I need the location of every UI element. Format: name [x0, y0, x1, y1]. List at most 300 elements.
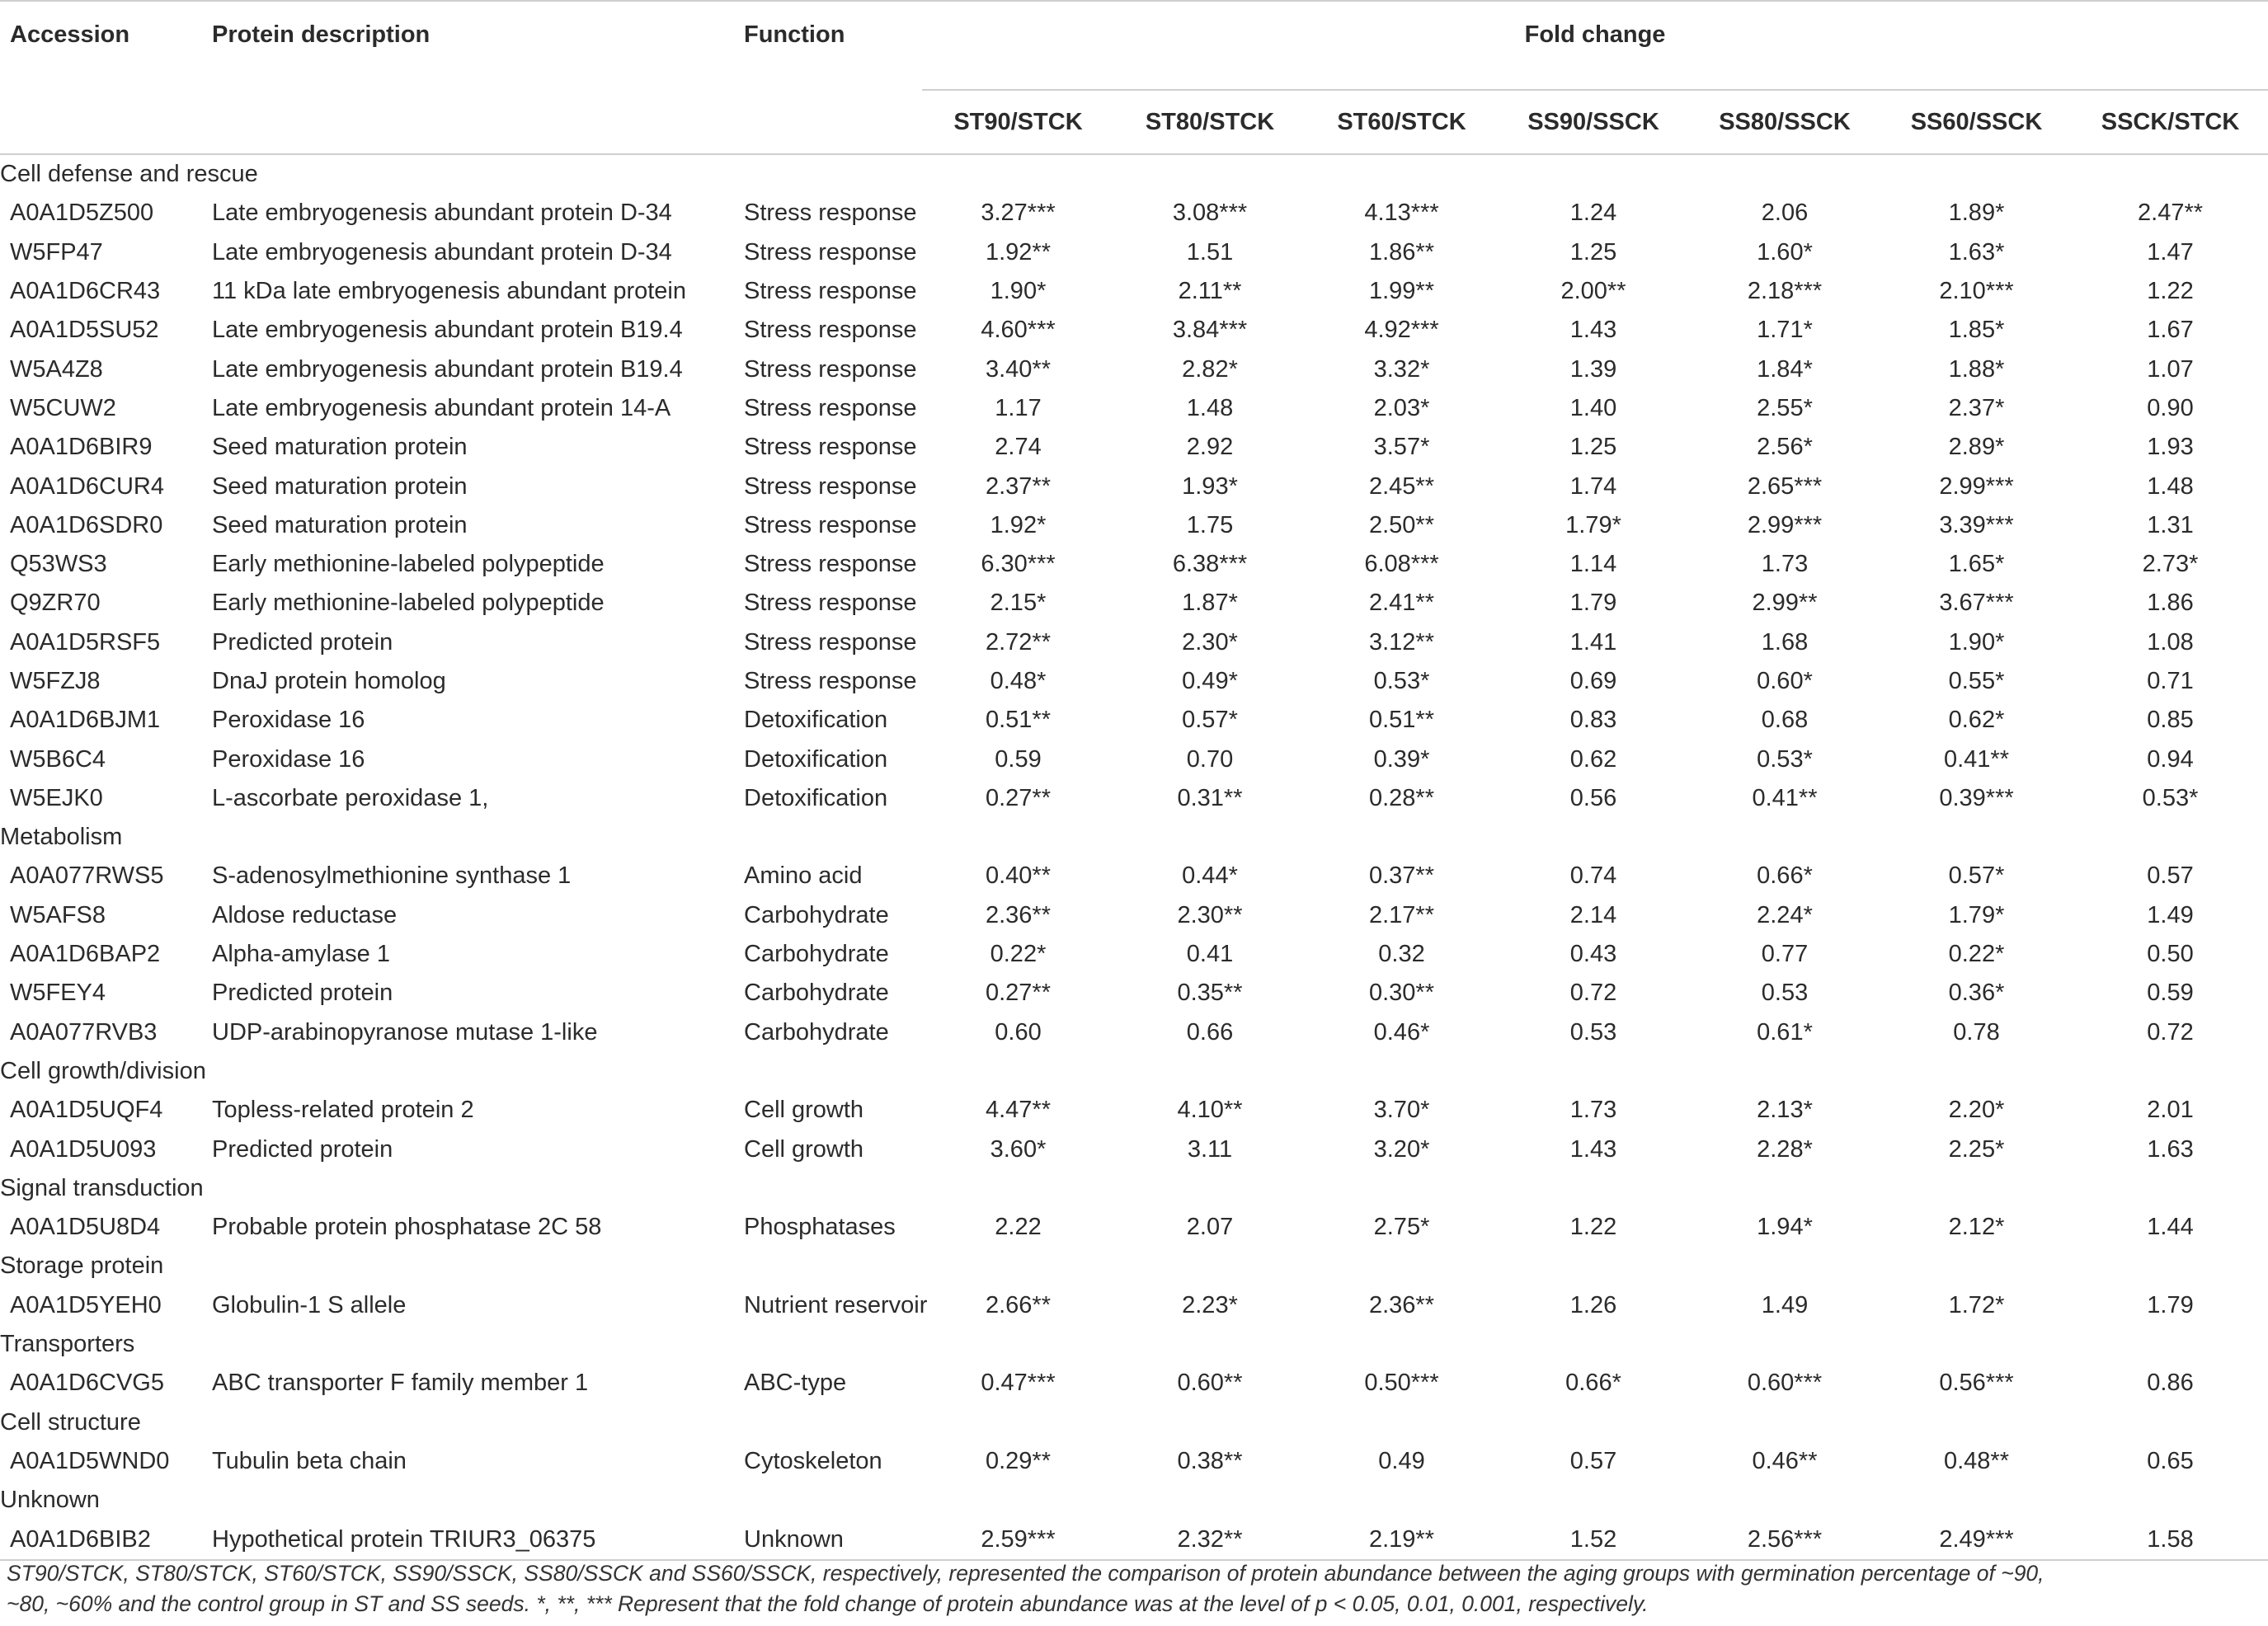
function-cell: Stress response	[744, 238, 917, 266]
category-row	[0, 1052, 2268, 1091]
value-cell: 2.59***	[922, 1520, 1114, 1559]
table-row	[0, 857, 2268, 895]
value-cell: 1.93*	[1182, 472, 1238, 500]
value-cell: 0.94	[2147, 745, 2194, 773]
value-cell: 0.31**	[1177, 784, 1243, 811]
function-cell: Stress response	[744, 394, 917, 421]
accession-cell: W5A4Z8	[10, 355, 103, 383]
value-cell: 0.72	[1569, 980, 1617, 1007]
value-cell: 0.53*	[1373, 668, 1430, 694]
value-cell: 1.71*	[1757, 317, 1813, 344]
value-cell: 1.86**	[1368, 238, 1434, 266]
accession-cell: W5AFS8	[10, 901, 106, 928]
description-cell: Late embryogenesis abundant protein D-34	[212, 238, 672, 266]
accession-cell: A0A077RWS5	[10, 862, 164, 890]
value-cell: 1.73	[1569, 1097, 1617, 1124]
description-cell: Hypothetical protein TRIUR3_06375	[212, 1520, 744, 1559]
value-cell: 0.50	[2147, 941, 2194, 968]
function-cell: Stress response	[744, 511, 917, 538]
function-cell: Carbohydrate	[744, 980, 889, 1007]
value-cell: 0.27**	[985, 980, 1051, 1007]
accession-cell: A0A1D6BIB2	[0, 1520, 212, 1559]
value-cell: 0.53*	[1757, 745, 1813, 773]
function-cell: Stress response	[744, 317, 917, 344]
category-label: Signal transduction	[0, 1174, 204, 1201]
value-cell: 1.43	[1569, 1135, 1617, 1163]
table-row	[0, 1013, 2268, 1052]
description-cell: Peroxidase 16	[212, 707, 365, 734]
value-cell: 1.79*	[1948, 901, 2005, 928]
description-cell: L-ascorbate peroxidase 1,	[212, 784, 489, 811]
value-cell: 1.86	[2147, 590, 2194, 617]
header-description: Protein description	[212, 1, 744, 90]
value-cell: 0.48**	[1943, 1447, 2009, 1474]
value-cell: 1.41	[1569, 628, 1617, 656]
value-cell: 6.08***	[1364, 551, 1439, 578]
header-row	[0, 1, 2268, 90]
value-cell: 0.66	[1186, 1018, 1234, 1046]
accession-cell: Q53WS3	[10, 551, 107, 578]
value-cell: 1.93	[2147, 434, 2194, 461]
description-cell: Seed maturation protein	[212, 472, 468, 500]
value-cell: 2.56***	[1689, 1520, 1880, 1559]
description-cell: Late embryogenesis abundant protein B19.4	[212, 317, 683, 344]
value-cell: 1.90*	[1948, 628, 2005, 656]
value-cell: 1.60*	[1757, 238, 1813, 266]
footnote-line2b: < 0.05, 0.01, 0.001, respectively.	[1327, 1591, 1649, 1616]
value-cell: 0.85	[2147, 707, 2194, 734]
value-cell: 0.53	[1761, 980, 1809, 1007]
value-cell: 0.32	[1378, 941, 1425, 968]
value-cell: 4.47**	[985, 1097, 1051, 1124]
table-body	[0, 154, 2268, 1560]
value-cell: 2.06	[1761, 200, 1809, 227]
col-header: SS60/SSCK	[1880, 90, 2073, 154]
function-cell: Stress response	[744, 355, 917, 383]
description-cell: Late embryogenesis abundant protein 14-A	[212, 394, 671, 421]
value-cell: 0.60***	[1747, 1370, 1823, 1397]
value-cell: 0.50***	[1364, 1370, 1439, 1397]
value-cell: 6.30***	[981, 551, 1056, 578]
category-label: Unknown	[0, 1487, 100, 1514]
accession-cell: A0A1D5WND0	[10, 1447, 170, 1474]
value-cell: 0.62	[1569, 745, 1617, 773]
value-cell: 2.55*	[1757, 394, 1813, 421]
description-cell: Aldose reductase	[212, 901, 398, 928]
table-row	[0, 974, 2268, 1013]
header-function: Function	[744, 1, 922, 90]
description-cell: Alpha-amylase 1	[212, 941, 390, 968]
value-cell: 1.58	[2073, 1520, 2268, 1559]
value-cell: 2.36**	[985, 901, 1051, 928]
accession-cell: A0A1D5U093	[10, 1135, 157, 1163]
table-row	[0, 935, 2268, 974]
category-label: Transporters	[0, 1331, 135, 1358]
table-row	[0, 1208, 2268, 1247]
col-header: ST90/STCK	[922, 90, 1114, 154]
description-cell: Late embryogenesis abundant protein B19.4	[212, 355, 683, 383]
accession-cell: A0A1D5UQF4	[10, 1097, 163, 1124]
value-cell: 1.92**	[985, 238, 1051, 266]
value-cell: 0.44*	[1182, 862, 1238, 890]
value-cell: 2.28*	[1757, 1135, 1813, 1163]
footnote-p: p	[1315, 1591, 1328, 1616]
table-row	[0, 1130, 2268, 1168]
value-cell: 2.17**	[1368, 901, 1434, 928]
value-cell: 1.75	[1186, 511, 1234, 538]
value-cell: 3.12**	[1368, 628, 1434, 656]
value-cell: 0.35**	[1177, 980, 1243, 1007]
table-row	[0, 1364, 2268, 1403]
value-cell: 2.66**	[985, 1291, 1051, 1318]
value-cell: 0.61*	[1757, 1018, 1813, 1046]
accession-cell: A0A1D6BIR9	[10, 434, 153, 461]
value-cell: 2.50**	[1368, 511, 1434, 538]
value-cell: 0.71	[2147, 668, 2194, 694]
accession-cell: A0A1D5YEH0	[10, 1291, 162, 1318]
category-row	[0, 1325, 2268, 1364]
value-cell: 1.89*	[1948, 200, 2005, 227]
value-cell: 0.47***	[981, 1370, 1056, 1397]
value-cell: 1.26	[1569, 1291, 1617, 1318]
value-cell: 1.74	[1569, 472, 1617, 500]
description-cell: Predicted protein	[212, 628, 393, 656]
accession-cell: A0A1D6CR43	[10, 278, 161, 305]
value-cell: 0.49*	[1182, 668, 1238, 694]
value-cell: 0.51**	[985, 707, 1051, 734]
value-cell: 1.65*	[1948, 551, 2005, 578]
col-header: SS80/SSCK	[1689, 90, 1880, 154]
table-row	[0, 779, 2268, 818]
value-cell: 0.49	[1378, 1447, 1425, 1474]
category-row	[0, 154, 2268, 194]
value-cell: 0.72	[2147, 1018, 2194, 1046]
accession-cell: W5CUW2	[10, 394, 116, 421]
value-cell: 2.41**	[1368, 590, 1434, 617]
description-cell: Early methionine-labeled polypeptide	[212, 551, 605, 578]
value-cell: 0.90	[2147, 394, 2194, 421]
description-cell: Seed maturation protein	[212, 434, 468, 461]
function-cell: Unknown	[744, 1520, 922, 1559]
value-cell: 0.60**	[1177, 1370, 1243, 1397]
value-cell: 0.62*	[1948, 707, 2005, 734]
value-cell: 2.56*	[1757, 434, 1813, 461]
value-cell: 3.11	[1187, 1135, 1233, 1163]
function-cell: Stress response	[744, 668, 917, 694]
table-row	[0, 272, 2268, 311]
value-cell: 3.57*	[1373, 434, 1430, 461]
value-cell: 0.41**	[1943, 745, 2009, 773]
value-cell: 1.49	[2147, 901, 2194, 928]
value-cell: 4.10**	[1177, 1097, 1243, 1124]
value-cell: 2.45**	[1368, 472, 1434, 500]
value-cell: 2.89*	[1948, 434, 2005, 461]
value-cell: 0.29**	[985, 1447, 1051, 1474]
value-cell: 1.73	[1761, 551, 1809, 578]
value-cell: 2.99***	[1939, 472, 2014, 500]
table-row	[0, 584, 2268, 623]
footnote-line2a: ~80, ~60% and the control group in ST and SS seeds. *, **, *** Represent that the fold change of protein abundance was at the level of	[7, 1591, 1315, 1616]
description-cell: UDP-arabinopyranose mutase 1-like	[212, 1018, 598, 1046]
function-cell: Cytoskeleton	[744, 1447, 882, 1474]
description-cell: Early methionine-labeled polypeptide	[212, 590, 605, 617]
value-cell: 1.43	[1569, 317, 1617, 344]
value-cell: 2.82*	[1182, 355, 1238, 383]
value-cell: 2.36**	[1368, 1291, 1434, 1318]
accession-cell: W5FP47	[10, 238, 103, 266]
value-cell: 0.40**	[985, 862, 1051, 890]
value-cell: 1.79	[2147, 1291, 2194, 1318]
value-cell: 1.85*	[1948, 317, 2005, 344]
table-row	[0, 467, 2268, 505]
table-row	[0, 194, 2268, 233]
table-row	[0, 1286, 2268, 1325]
accession-cell: W5EJK0	[10, 784, 103, 811]
value-cell: 0.70	[1186, 745, 1234, 773]
value-cell: 1.90*	[990, 278, 1047, 305]
table-row	[0, 233, 2268, 272]
value-cell: 2.12*	[1948, 1214, 2005, 1241]
accession-cell: A0A1D6CVG5	[10, 1370, 164, 1397]
value-cell: 0.68	[1761, 707, 1809, 734]
value-cell: 0.86	[2147, 1370, 2194, 1397]
value-cell: 0.56***	[1939, 1370, 2014, 1397]
value-cell: 1.08	[2147, 628, 2194, 656]
function-cell: Phosphatases	[744, 1214, 896, 1241]
value-cell: 0.74	[1569, 862, 1617, 890]
accession-cell: A0A1D6BAP2	[10, 941, 161, 968]
value-cell: 0.41**	[1752, 784, 1818, 811]
function-cell: Cell growth	[744, 1097, 864, 1124]
value-cell: 1.87*	[1182, 590, 1238, 617]
value-cell: 2.19**	[1306, 1520, 1498, 1559]
table-row	[0, 545, 2268, 584]
function-cell: Stress response	[744, 472, 917, 500]
value-cell: 0.37**	[1368, 862, 1434, 890]
value-cell: 1.25	[1569, 434, 1617, 461]
value-cell: 0.22*	[1948, 941, 2005, 968]
value-cell: 0.66*	[1565, 1370, 1621, 1397]
accession-cell: A0A1D5SU52	[10, 317, 159, 344]
value-cell: 0.77	[1761, 941, 1809, 968]
value-cell: 1.39	[1569, 355, 1617, 383]
value-cell: 0.57*	[1948, 862, 2005, 890]
function-cell: Stress response	[744, 200, 917, 227]
value-cell: 2.10***	[1939, 278, 2014, 305]
category-label: Cell growth/division	[0, 1057, 206, 1084]
accession-cell: A0A1D5Z500	[10, 200, 154, 227]
value-cell: 2.92	[1186, 434, 1234, 461]
value-cell: 0.56	[1569, 784, 1617, 811]
value-cell: 3.32*	[1373, 355, 1430, 383]
table-row	[0, 428, 2268, 467]
value-cell: 1.94*	[1757, 1214, 1813, 1241]
value-cell: 2.15*	[990, 590, 1047, 617]
value-cell: 0.57*	[1182, 707, 1238, 734]
value-cell: 0.30**	[1368, 980, 1434, 1007]
value-cell: 1.17	[995, 394, 1042, 421]
table-row	[0, 350, 2268, 388]
function-cell: ABC-type	[744, 1370, 847, 1397]
value-cell: 0.46*	[1373, 1018, 1430, 1046]
table-row	[0, 740, 2268, 778]
value-cell: 4.13***	[1364, 200, 1439, 227]
category-label: Cell structure	[0, 1408, 141, 1436]
accession-cell: A0A1D6CUR4	[10, 472, 164, 500]
function-cell: Stress response	[744, 434, 917, 461]
value-cell: 1.79	[1569, 590, 1617, 617]
value-cell: 0.55*	[1948, 668, 2005, 694]
table-row	[0, 701, 2268, 740]
value-cell: 3.84***	[1172, 317, 1248, 344]
table-row	[0, 1520, 2268, 1559]
value-cell: 1.47	[2147, 238, 2194, 266]
function-cell: Nutrient reservoir	[744, 1291, 928, 1318]
value-cell: 1.48	[1186, 394, 1234, 421]
value-cell: 1.88*	[1948, 355, 2005, 383]
description-cell: Peroxidase 16	[212, 745, 365, 773]
value-cell: 0.46**	[1752, 1447, 1818, 1474]
value-cell: 0.22*	[990, 941, 1047, 968]
value-cell: 0.28**	[1368, 784, 1434, 811]
function-cell: Stress response	[744, 628, 917, 656]
function-cell: Carbohydrate	[744, 1018, 889, 1046]
value-cell: 2.49***	[1880, 1520, 2073, 1559]
value-cell: 1.24	[1569, 200, 1617, 227]
value-cell: 0.41	[1186, 941, 1234, 968]
category-row	[0, 1169, 2268, 1208]
description-cell: DnaJ protein homolog	[212, 668, 446, 694]
value-cell: 2.00**	[1560, 278, 1626, 305]
value-cell: 0.27**	[985, 784, 1051, 811]
value-cell: 3.27***	[981, 200, 1056, 227]
value-cell: 0.69	[1569, 668, 1617, 694]
value-cell: 2.30**	[1177, 901, 1243, 928]
category-label: Storage protein	[0, 1252, 164, 1280]
value-cell: 2.07	[1186, 1214, 1234, 1241]
value-cell: 0.53	[1569, 1018, 1617, 1046]
category-label: Metabolism	[0, 824, 123, 851]
value-cell: 0.57	[2147, 862, 2194, 890]
value-cell: 2.65***	[1747, 472, 1823, 500]
accession-cell: W5FEY4	[10, 980, 106, 1007]
value-cell: 1.14	[1569, 551, 1617, 578]
value-cell: 2.37**	[985, 472, 1051, 500]
accession-cell: Q9ZR70	[10, 590, 101, 617]
value-cell: 0.36*	[1948, 980, 2005, 1007]
value-cell: 2.73*	[2142, 551, 2199, 578]
value-cell: 1.72*	[1948, 1291, 2005, 1318]
function-cell: Stress response	[744, 551, 917, 578]
accession-cell: W5B6C4	[10, 745, 106, 773]
value-cell: 1.79*	[1565, 511, 1621, 538]
value-cell: 0.51**	[1368, 707, 1434, 734]
value-cell: 0.65	[2147, 1447, 2194, 1474]
table-row	[0, 662, 2268, 701]
function-cell: Stress response	[744, 590, 917, 617]
category-row	[0, 1403, 2268, 1442]
value-cell: 3.70*	[1373, 1097, 1430, 1124]
description-cell: Predicted protein	[212, 1135, 393, 1163]
value-cell: 0.57	[1569, 1447, 1617, 1474]
value-cell: 0.39***	[1939, 784, 2014, 811]
value-cell: 0.66*	[1757, 862, 1813, 890]
value-cell: 2.13*	[1757, 1097, 1813, 1124]
value-cell: 0.39*	[1373, 745, 1430, 773]
col-header: ST80/STCK	[1114, 90, 1306, 154]
value-cell: 2.30*	[1182, 628, 1238, 656]
function-cell: Cell growth	[744, 1135, 864, 1163]
value-cell: 1.07	[2147, 355, 2194, 383]
description-cell: Late embryogenesis abundant protein D-34	[212, 200, 672, 227]
value-cell: 2.23*	[1182, 1291, 1238, 1318]
description-cell: Probable protein phosphatase 2C 58	[212, 1214, 602, 1241]
value-cell: 1.63	[2147, 1135, 2194, 1163]
value-cell: 1.49	[1761, 1291, 1809, 1318]
value-cell: 2.01	[2147, 1097, 2194, 1124]
value-cell: 3.20*	[1373, 1135, 1430, 1163]
category-row	[0, 818, 2268, 857]
function-cell: Stress response	[744, 278, 917, 305]
value-cell: 1.44	[2147, 1214, 2194, 1241]
value-cell: 1.22	[1569, 1214, 1617, 1241]
value-cell: 0.83	[1569, 707, 1617, 734]
table-row	[0, 1442, 2268, 1481]
function-cell: Detoxification	[744, 784, 888, 811]
value-cell: 2.20*	[1948, 1097, 2005, 1124]
value-cell: 1.63*	[1948, 238, 2005, 266]
value-cell: 1.84*	[1757, 355, 1813, 383]
value-cell: 2.99***	[1747, 511, 1823, 538]
value-cell: 1.99**	[1368, 278, 1434, 305]
function-cell: Detoxification	[744, 745, 888, 773]
col-header: SSCK/STCK	[2073, 90, 2268, 154]
value-cell: 2.72**	[985, 628, 1051, 656]
value-cell: 1.25	[1569, 238, 1617, 266]
value-cell: 1.68	[1761, 628, 1809, 656]
value-cell: 0.43	[1569, 941, 1617, 968]
value-cell: 2.74	[995, 434, 1042, 461]
description-cell: Topless-related protein 2	[212, 1097, 474, 1124]
value-cell: 2.03*	[1373, 394, 1430, 421]
table-footnote	[7, 1558, 2258, 1619]
description-cell: S-adenosylmethionine synthase 1	[212, 862, 572, 890]
value-cell: 0.60	[995, 1018, 1042, 1046]
value-cell: 0.38**	[1177, 1447, 1243, 1474]
table-row	[0, 623, 2268, 662]
value-cell: 0.78	[1953, 1018, 2000, 1046]
header-fold-change: Fold change	[922, 1, 2268, 90]
table-row	[0, 389, 2268, 428]
value-cell: 2.47**	[2138, 200, 2204, 227]
function-cell: Amino acid	[744, 862, 863, 890]
accession-cell: A0A1D6SDR0	[10, 511, 163, 538]
table-row	[0, 896, 2268, 935]
value-cell: 0.60*	[1757, 668, 1813, 694]
value-cell: 2.75*	[1373, 1214, 1430, 1241]
value-cell: 3.40**	[985, 355, 1051, 383]
value-cell: 1.40	[1569, 394, 1617, 421]
value-cell: 1.22	[2147, 278, 2194, 305]
category-row	[0, 1481, 2268, 1520]
value-cell: 1.31	[2147, 511, 2194, 538]
value-cell: 3.60*	[990, 1135, 1047, 1163]
value-cell: 0.59	[995, 745, 1042, 773]
value-cell: 6.38***	[1172, 551, 1248, 578]
accession-cell: A0A1D5RSF5	[10, 628, 161, 656]
description-cell: Globulin-1 S allele	[212, 1291, 407, 1318]
category-row	[0, 1247, 2268, 1285]
